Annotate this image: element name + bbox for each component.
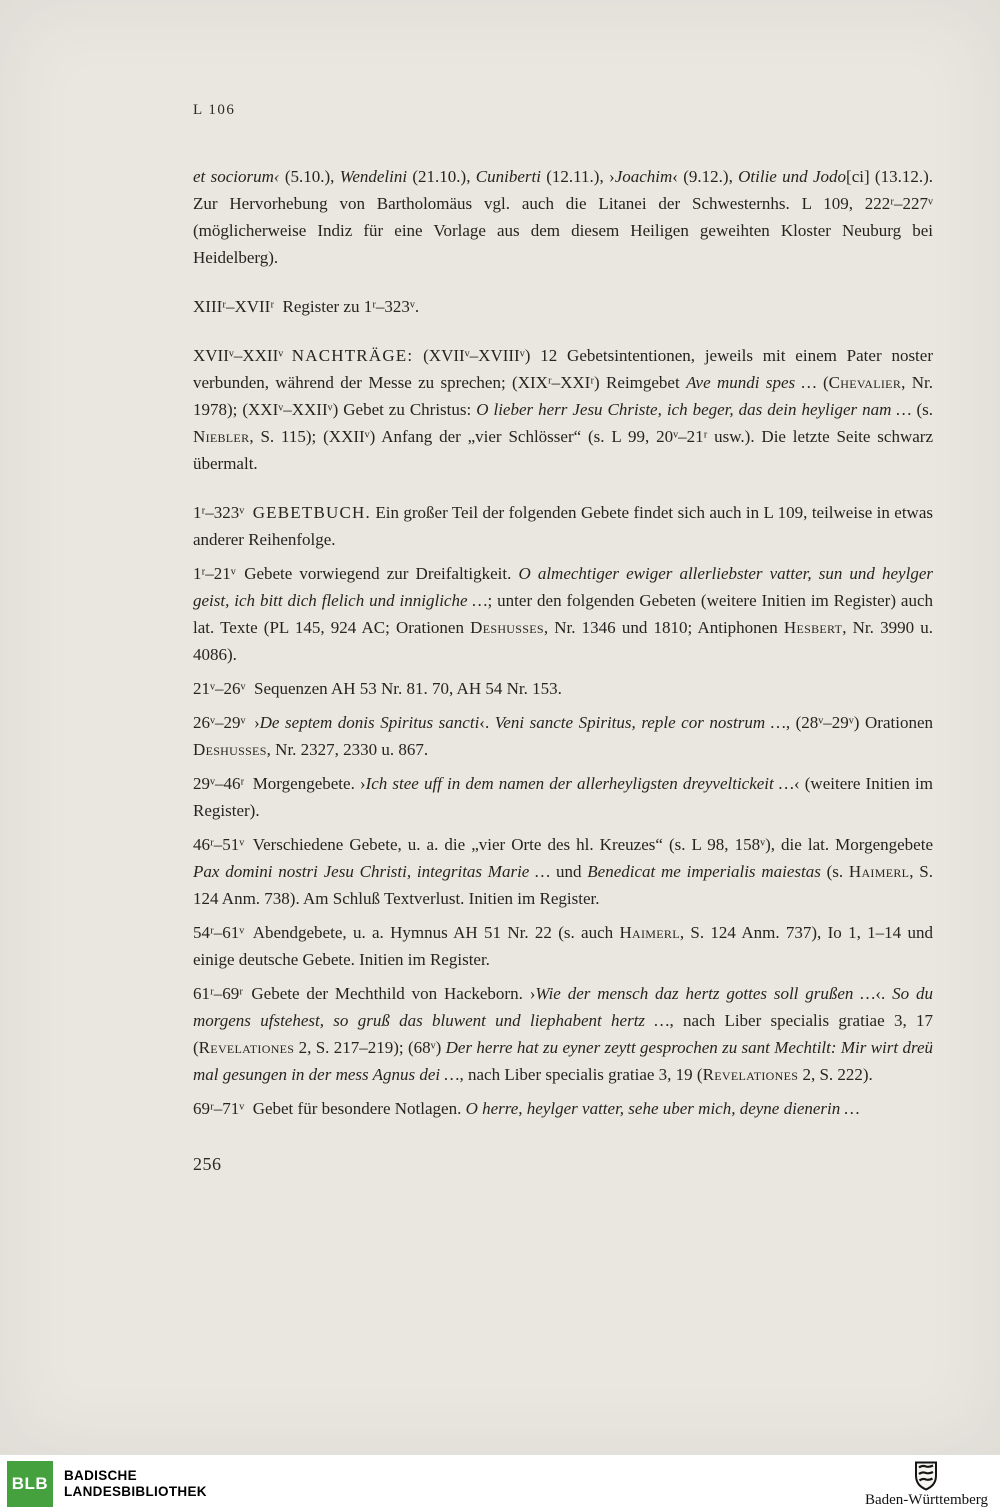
text-segment: (5.10.), <box>284 167 340 186</box>
text-segment: So du morgens ufstehest, so gruß das bluwent und liephabent hertz … <box>193 984 933 1030</box>
text-segment: Ave mundi spes … <box>686 373 817 392</box>
text-segment: , (28ᵛ–29ᵛ) Orationen <box>785 713 933 732</box>
state-brand <box>865 1459 988 1509</box>
paragraph <box>193 980 933 1088</box>
text-segment: 54ʳ–61ᵛ Abendgebete, u. a. Hymnus AH 51 Nr. 22 (s. auch <box>193 923 620 942</box>
text-segment: 69ʳ–71ᵛ Gebet für besondere Notlagen. <box>193 1099 466 1118</box>
text-segment: O herre, heylger vatter, sehe uber mich, deyne dienerin … <box>465 1099 860 1118</box>
text-segment: NACHTRÄGE: <box>291 346 414 365</box>
text-segment: , Nr. 1978); (XXIᵛ–XXIIᵛ) Gebet zu Christus: <box>193 373 933 419</box>
paragraph <box>193 709 933 763</box>
library-name <box>64 1468 207 1500</box>
text-segment: Haimerl <box>619 923 680 942</box>
text-segment: , nach Liber specialis gratiae 3, 17 ( <box>193 1011 934 1057</box>
paragraph <box>193 831 933 912</box>
state-name: Baden-Württemberg <box>864 1491 988 1508</box>
paragraph <box>193 163 933 271</box>
text-segment: Haimerl <box>848 862 910 881</box>
paragraph <box>193 770 933 824</box>
text-segment: [ci] (13.12.). Zur Hervorhebung von Bartholomäus vgl. auch die Litanei der Schwesternhs. L 109, 222ʳ–227ᵛ (möglicherweise Indiz für eine Vorlage aus dem diesem Heiligen geweihten Kloster Neuburg bei Heidelberg). <box>193 167 934 267</box>
text-segment: (s. <box>911 400 934 419</box>
text-segment: ; unter den folgenden Gebeten (weitere Initien im Register) auch lat. Texte (PL 145, 924 AC; Orationen <box>193 591 933 637</box>
text-segment: Veni sancte Spiritus, reple cor nostrum … <box>494 713 786 732</box>
text-segment: , S. 115); (XXIIᵛ) Anfang der „vier Schlösser“ (s. L 99, 20ᵛ–21ʳ usw.). Die letzte Seite schwarz übermalt. <box>193 427 933 473</box>
text-segment: (s. <box>820 862 849 881</box>
text-segment: Chevalier <box>828 373 902 392</box>
text-segment: ‹. <box>479 713 495 732</box>
text-segment: , S. 124 Anm. 737), Io 1, 1–14 und einige deutsche Gebete. Initien im Register. <box>193 923 933 969</box>
text-segment: Ich stee uff in dem namen der allerheyligsten dreyveltickeit … <box>365 774 794 793</box>
text-segment: et sociorum‹ <box>193 167 285 186</box>
text-segment: (21.10.), <box>412 167 476 186</box>
text-segment: und <box>550 862 588 881</box>
paragraph <box>193 342 933 477</box>
text-segment: ( <box>816 373 829 392</box>
paragraph <box>193 675 933 702</box>
text-segment: De septem donis Spiritus sancti <box>259 713 480 732</box>
text-segment: 29ᵛ–46ʳ Morgengebete. › <box>193 774 366 793</box>
text-segment: 26ᵛ–29ᵛ › <box>193 713 260 732</box>
text-segment: 21ᵛ–26ᵛ Sequenzen AH 53 Nr. 81. 70, AH 54 Nr. 153. <box>193 679 562 698</box>
text-segment: Der herre hat zu eyner zeytt gesprochen zu sant Mechtilt: Mir wirt dreü mal gesungen in der mess Agnus dei … <box>193 1038 933 1084</box>
page-number: 256 <box>193 1154 222 1174</box>
text-segment: Cuniberti <box>475 167 547 186</box>
text-segment: 46ʳ–51ᵛ Verschiedene Gebete, u. a. die „vier Orte des hl. Kreuzes“ (s. L 98, 158ᵛ), die lat. Morgengebete <box>193 835 933 854</box>
text-segment: 1ʳ–21ᵛ Gebete vorwiegend zur Dreifaltigkeit. <box>193 564 519 583</box>
text-segment: Pax domini nostri Jesu Christi, integritas Marie … <box>193 862 551 881</box>
text-segment: Deshusses <box>193 740 267 759</box>
text-segment: Wendelini <box>339 167 413 186</box>
text-segment: , S. 124 Anm. 738). Am Schluß Textverlust. Initien im Register. <box>193 862 933 908</box>
text-segment: XVIIᵛ–XXIIᵛ <box>193 346 292 365</box>
footer-bar <box>0 1454 1000 1512</box>
manuscript-siglum: L 106 <box>193 102 236 118</box>
text-segment: Hesbert <box>783 618 843 637</box>
text-segment: , Nr. 1346 und 1810; Antiphonen <box>543 618 784 637</box>
text-segment: Otilie und Jodo <box>738 167 847 186</box>
text-segment: Ein großer Teil der folgenden Gebete findet sich auch in L 109, teilweise in etwas anderer Reihenfolge. <box>193 503 933 549</box>
paragraph <box>193 560 933 668</box>
text-segment: Revelationes <box>198 1038 295 1057</box>
text-segment: , Nr. 3990 u. 4086). <box>193 618 933 664</box>
blb-logo <box>7 1461 53 1507</box>
text-segment: 2, S. 222). <box>798 1065 873 1084</box>
paragraph <box>193 293 933 320</box>
text-segment: O almechtiger ewiger allerliebster vatter, sun und heylger geist, ich bitt dich flelich und innigliche … <box>193 564 933 610</box>
text-segment: Benedicat me imperialis maiestas <box>587 862 821 881</box>
paragraph <box>193 499 933 553</box>
coat-of-arms-icon <box>914 1461 938 1491</box>
text-segment: Niebler <box>193 427 250 446</box>
library-name-line1: BADISCHE <box>64 1467 137 1483</box>
text-segment: GEBETBUCH. <box>252 503 371 522</box>
document-body <box>193 163 933 1122</box>
page-content <box>193 0 933 1175</box>
text-segment: , nach Liber specialis gratiae 3, 19 ( <box>459 1065 703 1084</box>
text-segment: Wie der mensch daz hertz gottes soll grußen … <box>535 984 876 1003</box>
text-segment: (XVIIᵛ–XVIIIᵛ) 12 Gebetsintentionen, jeweils mit einem Pater noster verbunden, während der Messe zu sprechen; (XIXʳ–XXIʳ) Reimgebet <box>193 346 933 392</box>
text-segment: (12.11.), › <box>546 167 615 186</box>
blb-logo-text: BLB <box>11 1473 49 1493</box>
text-segment: Deshusses <box>470 618 544 637</box>
text-segment: O lieber herr Jesu Christe, ich beger, das dein heyliger nam … <box>476 400 912 419</box>
text-segment: Joachim <box>614 167 673 186</box>
text-segment: Revelationes <box>702 1065 799 1084</box>
library-brand <box>7 1461 207 1507</box>
paragraph <box>193 1095 933 1122</box>
text-segment: 1ʳ–323ᵛ <box>193 503 253 522</box>
text-segment: ‹. <box>875 984 893 1003</box>
text-segment: , Nr. 2327, 2330 u. 867. <box>266 740 429 759</box>
text-segment: 2, S. 217–219); (68ᵛ) <box>294 1038 446 1057</box>
text-segment: ‹ (weitere Initien im Register). <box>193 774 933 820</box>
text-segment: 61ʳ–69ʳ Gebete der Mechthild von Hackeborn. › <box>193 984 536 1003</box>
text-segment: XIIIʳ–XVIIʳ Register zu 1ʳ–323ᵛ. <box>193 297 420 316</box>
library-name-line2: LANDESBIBLIOTHEK <box>64 1483 207 1499</box>
text-segment: ‹ (9.12.), <box>672 167 739 186</box>
paragraph <box>193 919 933 973</box>
